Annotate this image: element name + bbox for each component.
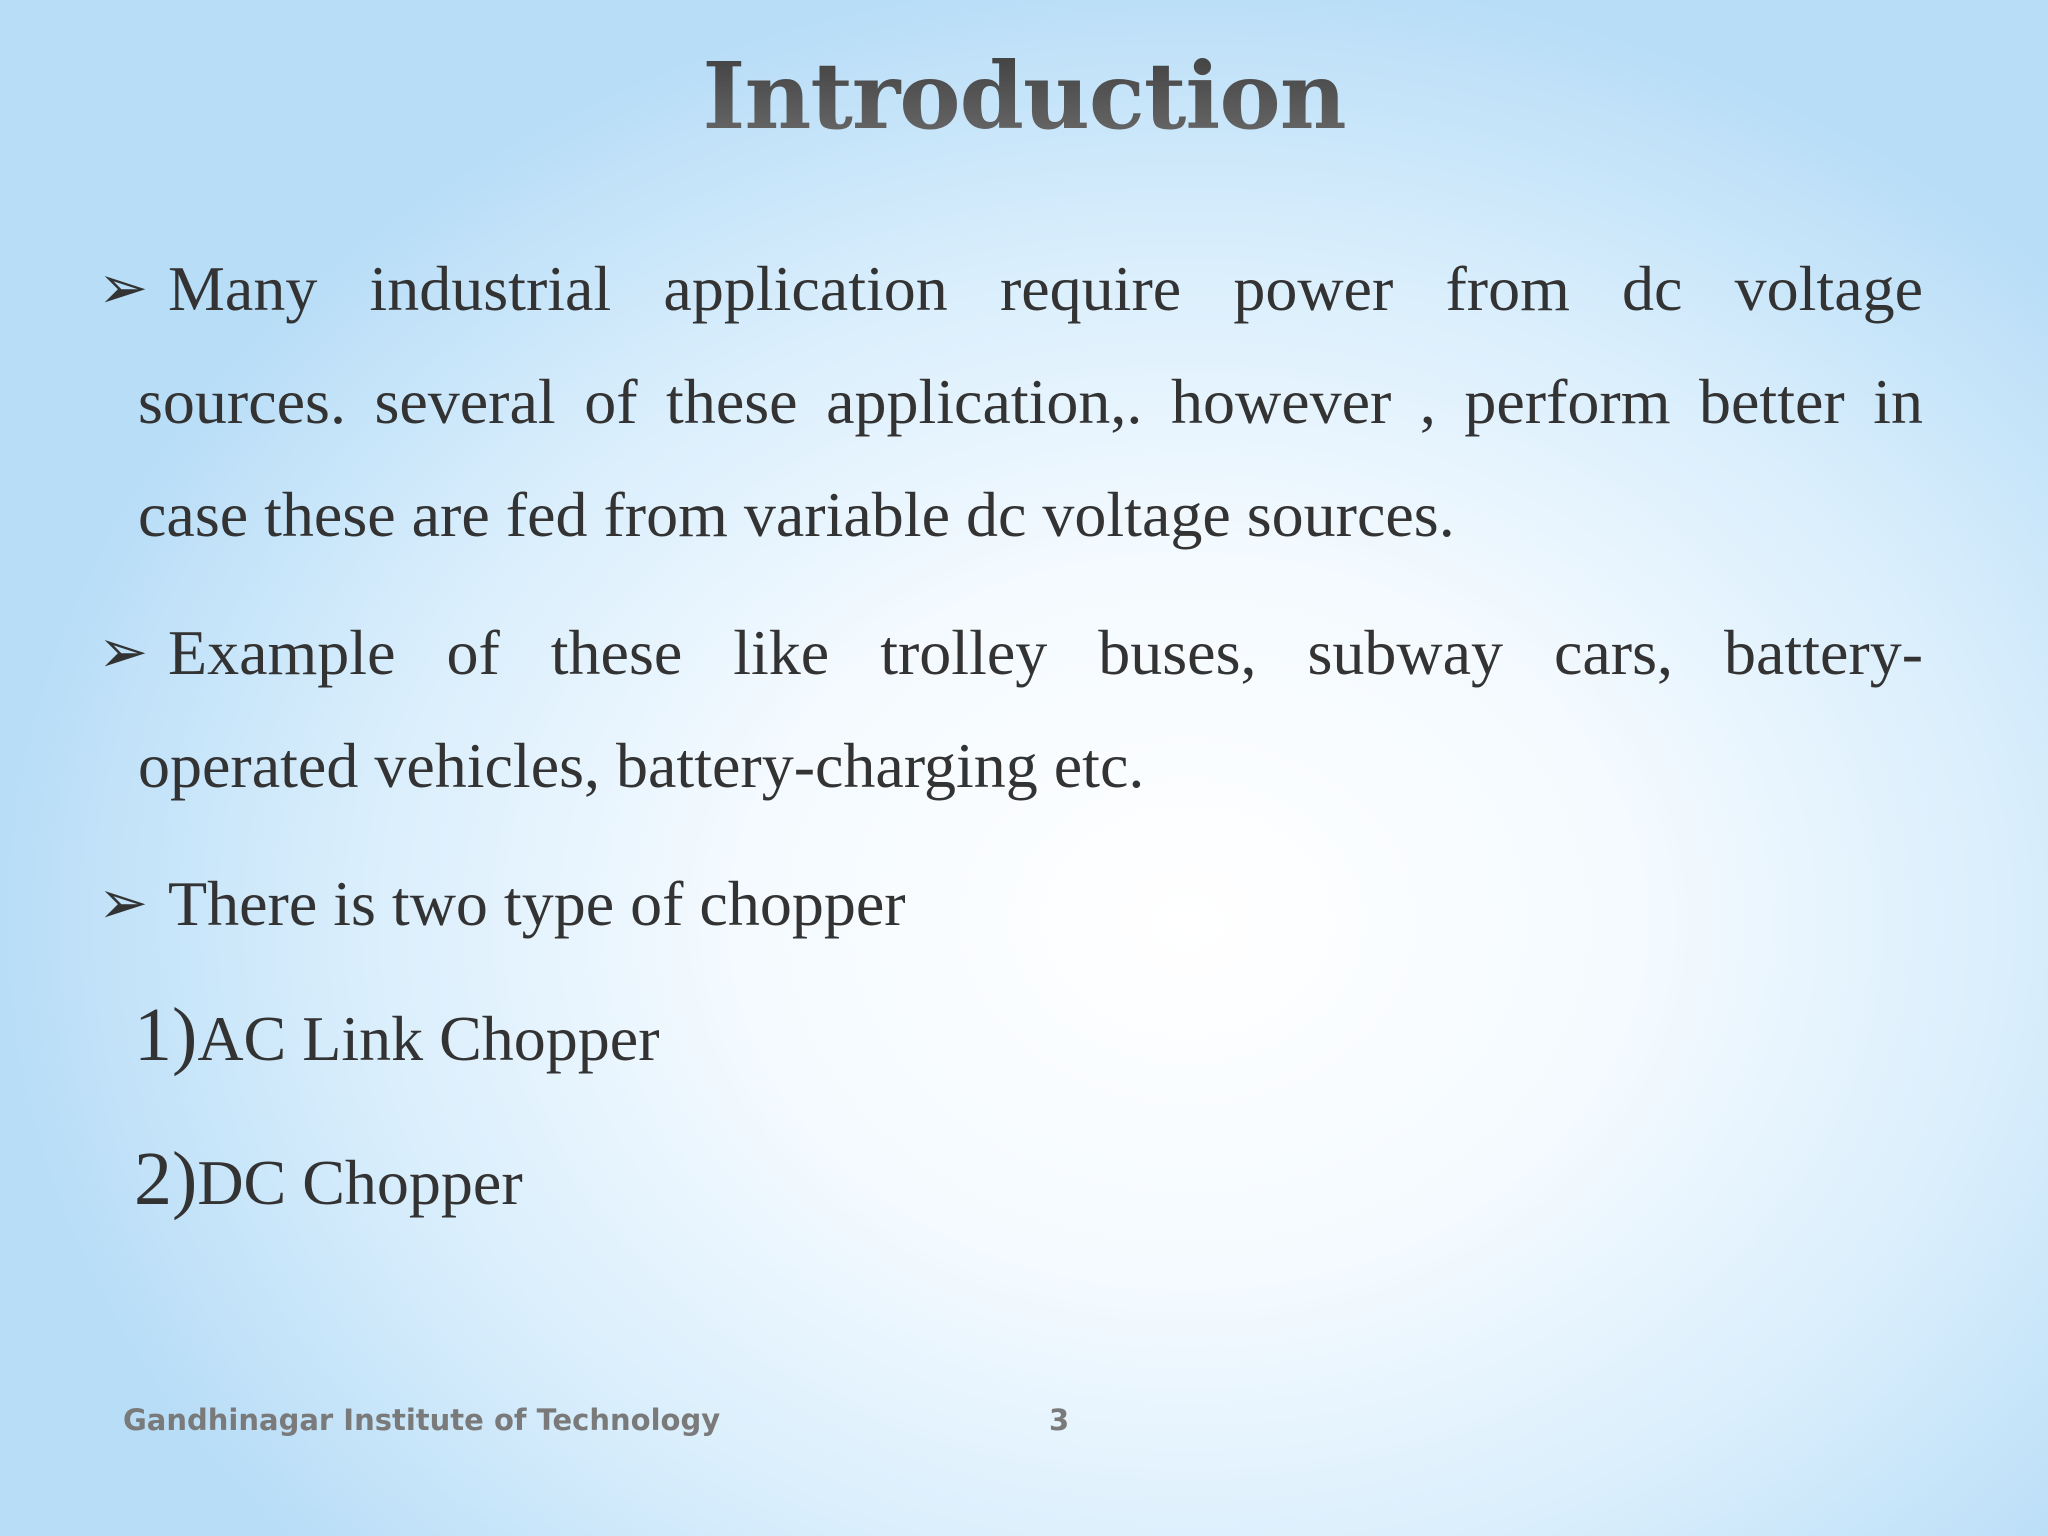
item-label: DC Chopper	[197, 1147, 523, 1218]
page-number: 3	[1049, 1403, 1070, 1437]
bullet-text-rest: sources. several of these application,. however , perform better in case these are fed from variable dc voltage sources.	[138, 366, 1923, 550]
bullet-text-line1: There is two type of chopper	[168, 868, 906, 939]
bullet-item	[100, 847, 1923, 960]
arrow-bullet-icon: ➢	[98, 617, 149, 687]
item-label: AC Link Chopper	[197, 1003, 660, 1074]
item-number: 2)	[134, 1137, 198, 1221]
footer-institution: Gandhinagar Institute of Technology	[123, 1403, 721, 1437]
arrow-bullet-icon: ➢	[98, 868, 149, 938]
bullet-text-line1: Many industrial application require power from dc voltage	[168, 253, 1923, 324]
slide-body	[98, 232, 1923, 1248]
slide-title-reflection	[0, 104, 2048, 174]
arrow-bullet-icon: ➢	[98, 253, 149, 323]
bullet-text-line1: Example of these like trolley buses, subway cars, battery-	[168, 617, 1923, 688]
slide-title: Introduction	[702, 42, 1346, 150]
bullet-text-rest: operated vehicles, battery-charging etc.	[138, 730, 1145, 801]
numbered-item	[134, 970, 1923, 1104]
numbered-item	[134, 1114, 1923, 1248]
item-number: 1)	[134, 993, 198, 1077]
bullet-item	[100, 232, 1923, 571]
bullet-item	[100, 596, 1923, 822]
